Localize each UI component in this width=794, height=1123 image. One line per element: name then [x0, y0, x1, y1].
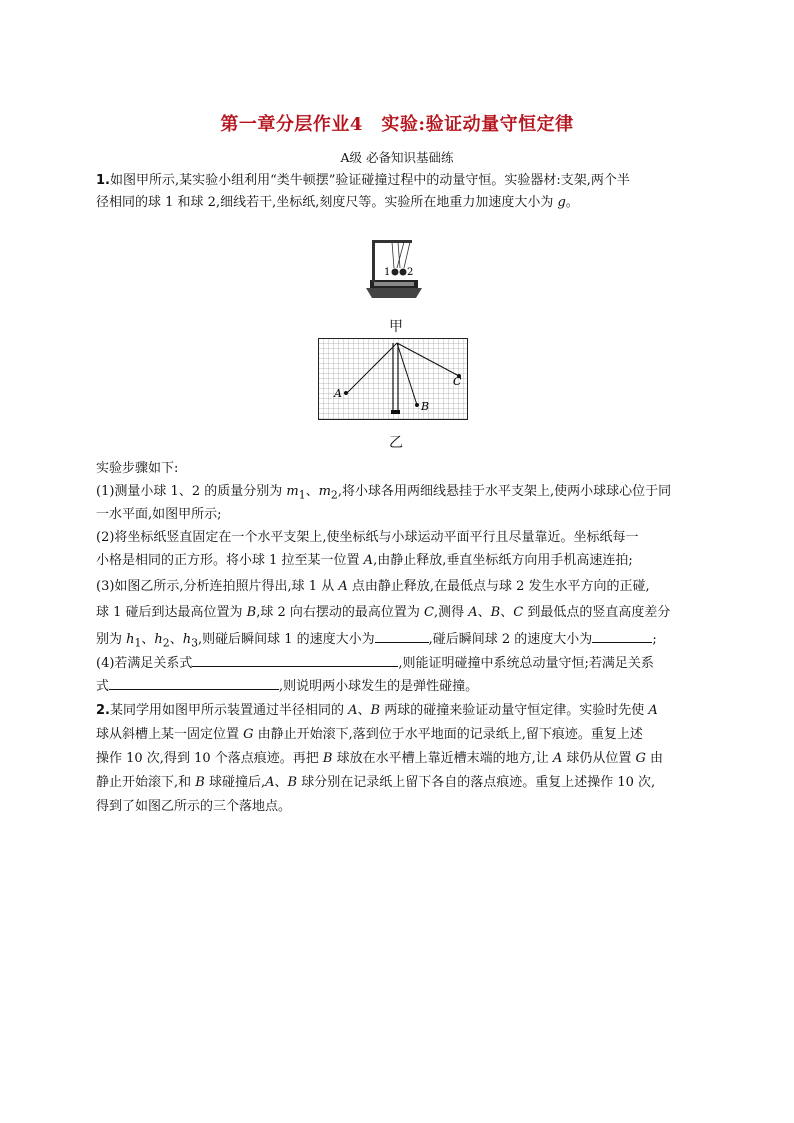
step1-line2: 一水平面,如图甲所示; — [96, 507, 222, 522]
q2-line1: 2.某同学用如图甲所示装置通过半径相同的 A、B 两球的碰撞来验证动量守恒定律。实验时先使 A — [96, 703, 658, 718]
point-a — [344, 391, 348, 395]
step3-line1: (3)如图乙所示,分析连拍照片得出,球 1 从 A 点由静止释放,在最低点与球 2 发生水平方向的正碰, — [96, 579, 650, 594]
figure-grid-trajectory — [318, 338, 468, 420]
answer-blank-v2[interactable] — [592, 628, 652, 643]
step3-line2: 球 1 碰后到达最高位置为 B,球 2 向右摆动的最高位置为 C,测得 A、B、C 到最低点的竖直高度差分 — [96, 605, 671, 620]
q1-number: 1. — [96, 173, 110, 188]
steps-heading: 实验步骤如下: — [96, 461, 179, 476]
point-b — [415, 403, 419, 407]
figure-newton-cradle — [364, 236, 426, 302]
step4-line1: (4)若满足关系式 ,则能证明碰撞中系统总动量守恒;若满足关系 — [96, 652, 696, 675]
ball-1-label: 1 — [384, 267, 391, 278]
step4-line2: 式 ,则说明两小球发生的是弹性碰撞。 — [96, 675, 696, 698]
q2-number: 2. — [96, 703, 110, 718]
page-title: 第一章分层作业4 实验:验证动量守恒定律 — [220, 114, 574, 135]
label-c: C — [453, 375, 462, 388]
answer-blank-momentum[interactable] — [192, 652, 398, 667]
ball-1 — [392, 269, 399, 276]
q2-line5: 得到了如图乙所示的三个落地点。 — [96, 799, 292, 814]
q1-intro-line2: 径相同的球 1 和球 2,细线若干,坐标纸,刻度尺等。实验所在地重力加速度大小为 g。 — [96, 195, 579, 210]
step3-line3: 别为 $h_1$、$h_2$、$h_3$,则碰后瞬间球 1 的速度大小为 ,碰后瞬间球 2 的速度大小为 ; — [96, 628, 696, 655]
label-b: B — [421, 400, 430, 413]
answer-blank-elastic[interactable] — [109, 675, 279, 690]
step1-line1: (1)测量小球 1、2 的质量分别为 $m_1$、$m_2$,将小球各用两细线悬挂于水平支架上,使两小球球心位于同 — [96, 484, 672, 502]
answer-blank-v1[interactable] — [375, 628, 429, 643]
q2-line2: 球从斜槽上某一固定位置 G 由静止开始滚下,落到位于水平地面的记录纸上,留下痕迹。重复上述 — [96, 727, 643, 742]
q2-line4: 静止开始滚下,和 B 球碰撞后,A、B 球分别在记录纸上留下各自的落点痕迹。重复上述操作 10 次, — [96, 775, 656, 790]
step2-line1: (2)将坐标纸竖直固定在一个水平支架上,使坐标纸与小球运动平面平行且尽量靠近。坐标纸每一 — [96, 530, 639, 545]
ball-2 — [400, 269, 407, 276]
ball-2-label: 2 — [407, 267, 414, 278]
q2-line3: 操作 10 次,得到 10 个落点痕迹。再把 B 球放在水平槽上靠近槽末端的地方,让 A 球仍从位置 G 由 — [96, 751, 664, 766]
label-a: A — [334, 387, 342, 400]
section-level: A级 必备知识基础练 — [340, 150, 454, 165]
step2-line2: 小格是相同的正方形。将小球 1 拉至某一位置 A,由静止释放,垂直坐标纸方向用手机高速连拍; — [96, 553, 633, 568]
figure-caption-jia: 甲 — [389, 319, 403, 335]
figure-caption-yi: 乙 — [389, 435, 403, 451]
q1-intro-line1: 1.如图甲所示,某实验小组利用“类牛顿摆”验证碰撞过程中的动量守恒。实验器材:支架,两个半 — [96, 173, 630, 188]
